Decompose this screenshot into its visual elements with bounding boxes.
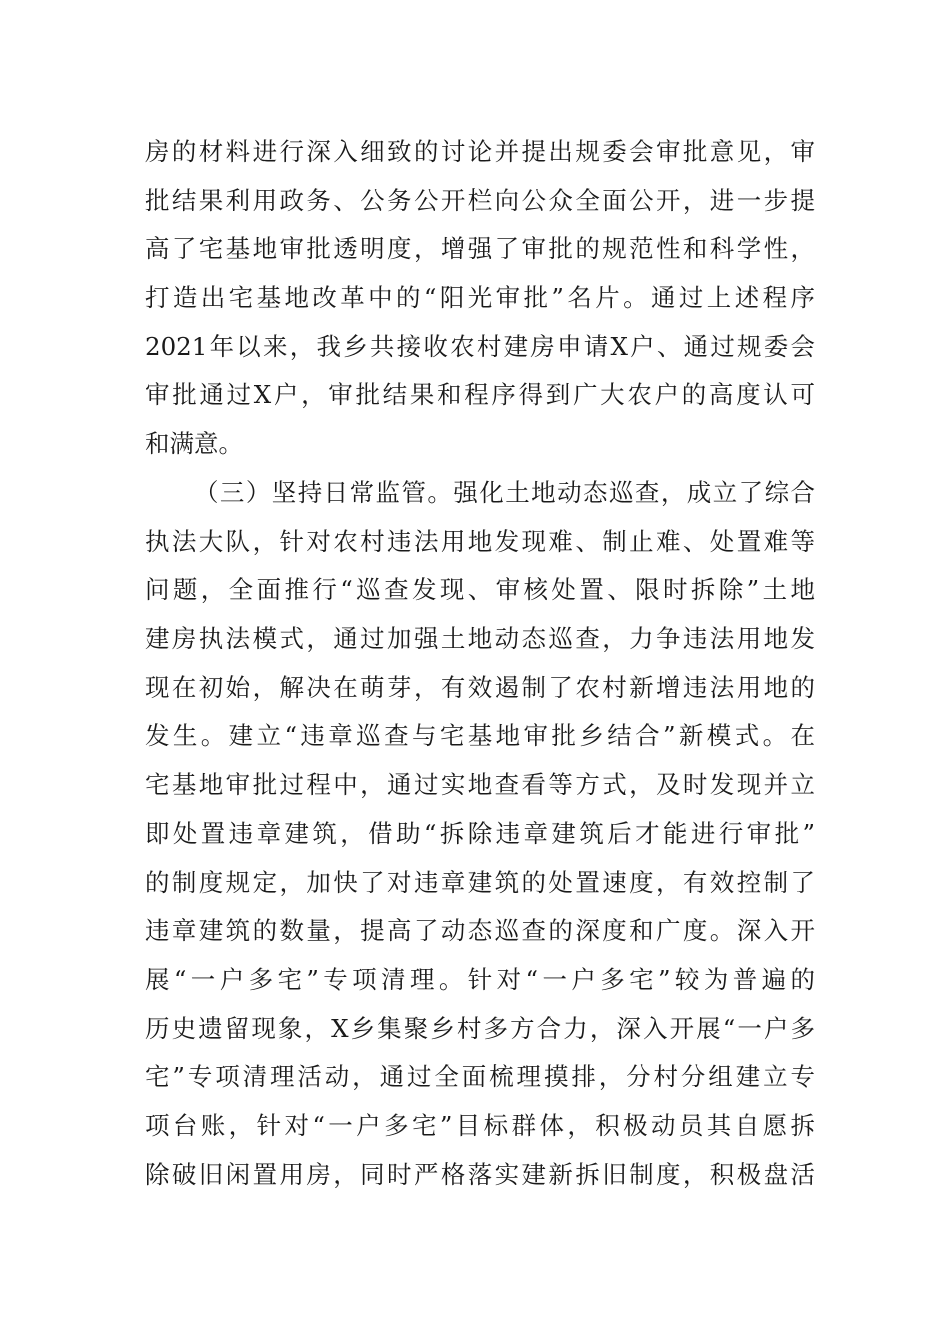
text-line: 违章建筑的数量，提高了动态巡查的深度和广度。深入开 (145, 916, 815, 946)
text-line: （三）坚持日常监管。强化土地动态巡查，成立了综合 (194, 478, 815, 507)
text-line: 现在初始，解决在萌芽，有效遏制了农村新增违法用地的 (145, 672, 815, 702)
text-line: 打造出宅基地改革中的“阳光审批”名片。通过上述程序 (145, 283, 815, 313)
text-line: 发生。建立“违章巡查与宅基地审批乡结合”新模式。在 (145, 721, 815, 751)
text-line: 建房执法模式，通过加强土地动态巡查，力争违法用地发 (145, 624, 815, 654)
text-line: 宅”专项清理活动，通过全面梳理摸排，分村分组建立专 (145, 1062, 815, 1092)
text-line: 和满意。 (145, 429, 243, 459)
text-line: 高了宅基地审批透明度，增强了审批的规范性和科学性， (145, 234, 815, 264)
text-line: 审批通过X户，审批结果和程序得到广大农户的高度认可 (145, 380, 815, 410)
paragraph-daily-supervision (145, 469, 815, 1199)
text-line: 宅基地审批过程中，通过实地查看等方式，及时发现并立 (145, 770, 815, 800)
text-line: 展“一户多宅”专项清理。针对“一户多宅”较为普遍的 (145, 964, 815, 994)
text-line: 问题，全面推行“巡查发现、审核处置、限时拆除”土地 (145, 575, 815, 605)
text-line: 历史遗留现象，X乡集聚乡村多方合力，深入开展“一户多 (145, 1013, 815, 1043)
text-line: 2021年以来，我乡共接收农村建房申请X户、通过规委会 (145, 331, 815, 361)
paragraph-approval-results (145, 128, 815, 469)
text-line: 批结果利用政务、公务公开栏向公众全面公开，进一步提 (145, 185, 815, 215)
text-line: 即处置违章建筑，借助“拆除违章建筑后才能进行审批” (145, 818, 815, 848)
text-line: 的制度规定，加快了对违章建筑的处置速度，有效控制了 (145, 867, 815, 897)
text-line: 项台账，针对“一户多宅”目标群体，积极动员其自愿拆 (145, 1110, 815, 1140)
text-line: 房的材料进行深入细致的讨论并提出规委会审批意见，审 (145, 137, 815, 166)
text-line: 除破旧闲置用房，同时严格落实建新拆旧制度，积极盘活 (145, 1159, 815, 1189)
text-line: 执法大队，针对农村违法用地发现难、制止难、处置难等 (145, 526, 815, 556)
